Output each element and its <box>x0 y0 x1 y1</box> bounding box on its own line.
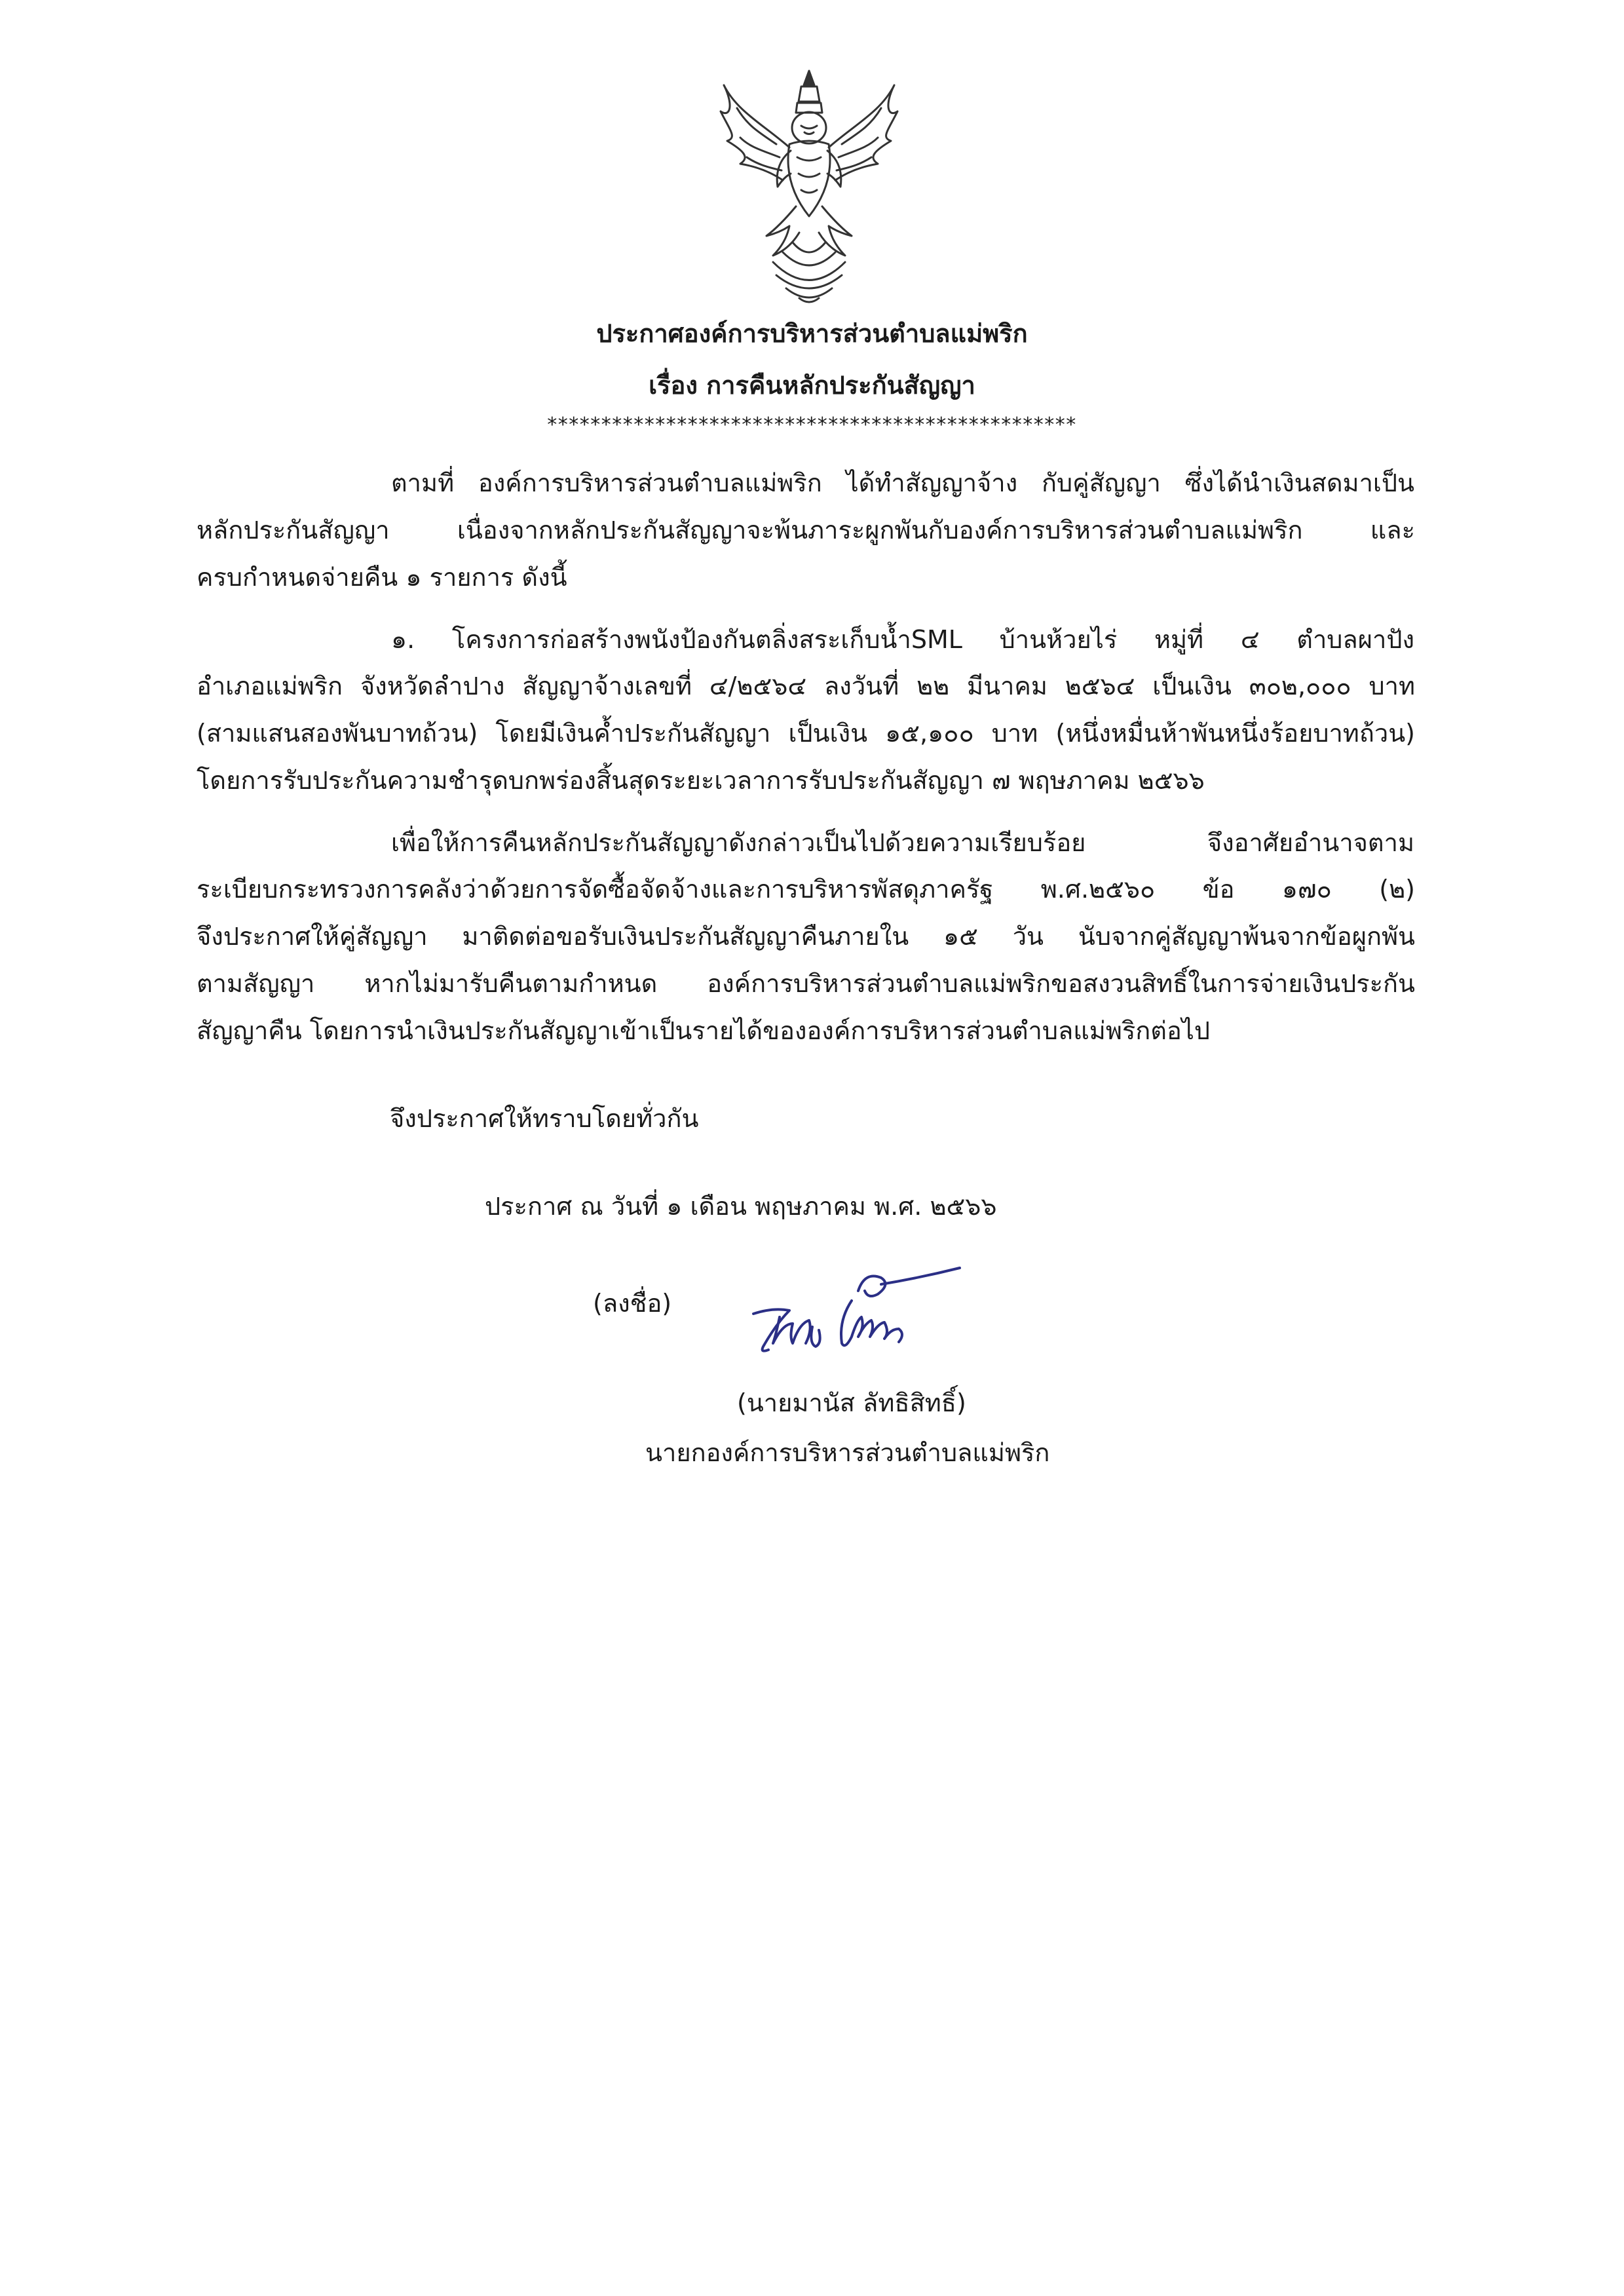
paragraph-line: ครบกำหนดจ่ายคืน ๑ รายการ ดังนี้ <box>197 563 567 592</box>
paragraph-line: โดยการรับประกันความชำรุดบกพร่องสิ้นสุดระยะเวลาการรับประกันสัญญา ๗ พฤษภาคม ๒๕๖๖ <box>197 766 1205 795</box>
paragraph-line: เพื่อให้การคืนหลักประกันสัญญาดังกล่าวเป็นไปด้วยความเรียบร้อย จึงอาศัยอำนาจตาม <box>391 828 1414 857</box>
announcement-title: ประกาศองค์การบริหารส่วนตำบลแม่พริก <box>596 319 1028 348</box>
announcement-subject: เรื่อง การคืนหลักประกันสัญญา <box>649 371 975 400</box>
paragraph-line: (สามแสนสองพันบาทถ้วน) โดยมีเงินค้ำประกันสัญญา เป็นเงิน ๑๕,๑๐๐ บาท (หนึ่งหมื่นห้าพันหนึ่งร้อยบาทถ้วน) <box>197 719 1415 748</box>
paragraph-line: ๑. โครงการก่อสร้างพนังป้องกันตลิ่งสระเก็บน้ำSML บ้านห้วยไร่ หมู่ที่ ๔ ตำบลผาปัง <box>391 625 1414 654</box>
paragraph-line: ตามสัญญา หากไม่มารับคืนตามกำหนด องค์การบริหารส่วนตำบลแม่พริกขอสงวนสิทธิ์ในการจ่ายเงินประกัน <box>197 969 1415 998</box>
paragraph-line: สัญญาคืน โดยการนำเงินประกันสัญญาเข้าเป็นรายได้ขององค์การบริหารส่วนตำบลแม่พริกต่อไป <box>197 1016 1211 1045</box>
paragraph-line: อำเภอแม่พริก จังหวัดลำปาง สัญญาจ้างเลขที่ ๔/๒๕๖๔ ลงวันที่ ๒๒ มีนาคม ๒๕๖๔ เป็นเงิน ๓๐๒,๐๐๐ บาท <box>197 672 1415 700</box>
closing-statement: จึงประกาศให้ทราบโดยทั่วกัน <box>390 1104 699 1133</box>
paragraph-line: จึงประกาศให้คู่สัญญา มาติดต่อขอรับเงินประกันสัญญาคืนภายใน ๑๕ วัน นับจากคู่สัญญาพ้นจากข้อผูกพัน <box>197 922 1415 951</box>
garuda-emblem-icon <box>711 66 907 311</box>
paragraph-line: ระเบียบกระทรวงการคลังว่าด้วยการจัดซื้อจัดจ้างและการบริหารพัสดุภาครัฐ พ.ศ.๒๕๖๐ ข้อ ๑๗๐ (๒) <box>197 875 1415 904</box>
separator-line: ************************************************* <box>547 413 1077 436</box>
handwritten-signature-icon <box>734 1265 983 1363</box>
signer-name: (นายมานัส ลัทธิสิทธิ์) <box>737 1388 966 1417</box>
announcement-date: ประกาศ ณ วันที่ ๑ เดือน พฤษภาคม พ.ศ. ๒๕๖๖ <box>485 1192 997 1221</box>
signature-label: (ลงชื่อ) <box>593 1289 672 1318</box>
signer-position: นายกองค์การบริหารส่วนตำบลแม่พริก <box>645 1438 1050 1467</box>
paragraph-line: หลักประกันสัญญา เนื่องจากหลักประกันสัญญาจะพ้นภาระผูกพันกับองค์การบริหารส่วนตำบลแม่พริก และ <box>197 516 1415 545</box>
paragraph-line: ตามที่ องค์การบริหารส่วนตำบลแม่พริก ได้ทำสัญญาจ้าง กับคู่สัญญา ซึ่งได้นำเงินสดมาเป็น <box>391 469 1414 497</box>
